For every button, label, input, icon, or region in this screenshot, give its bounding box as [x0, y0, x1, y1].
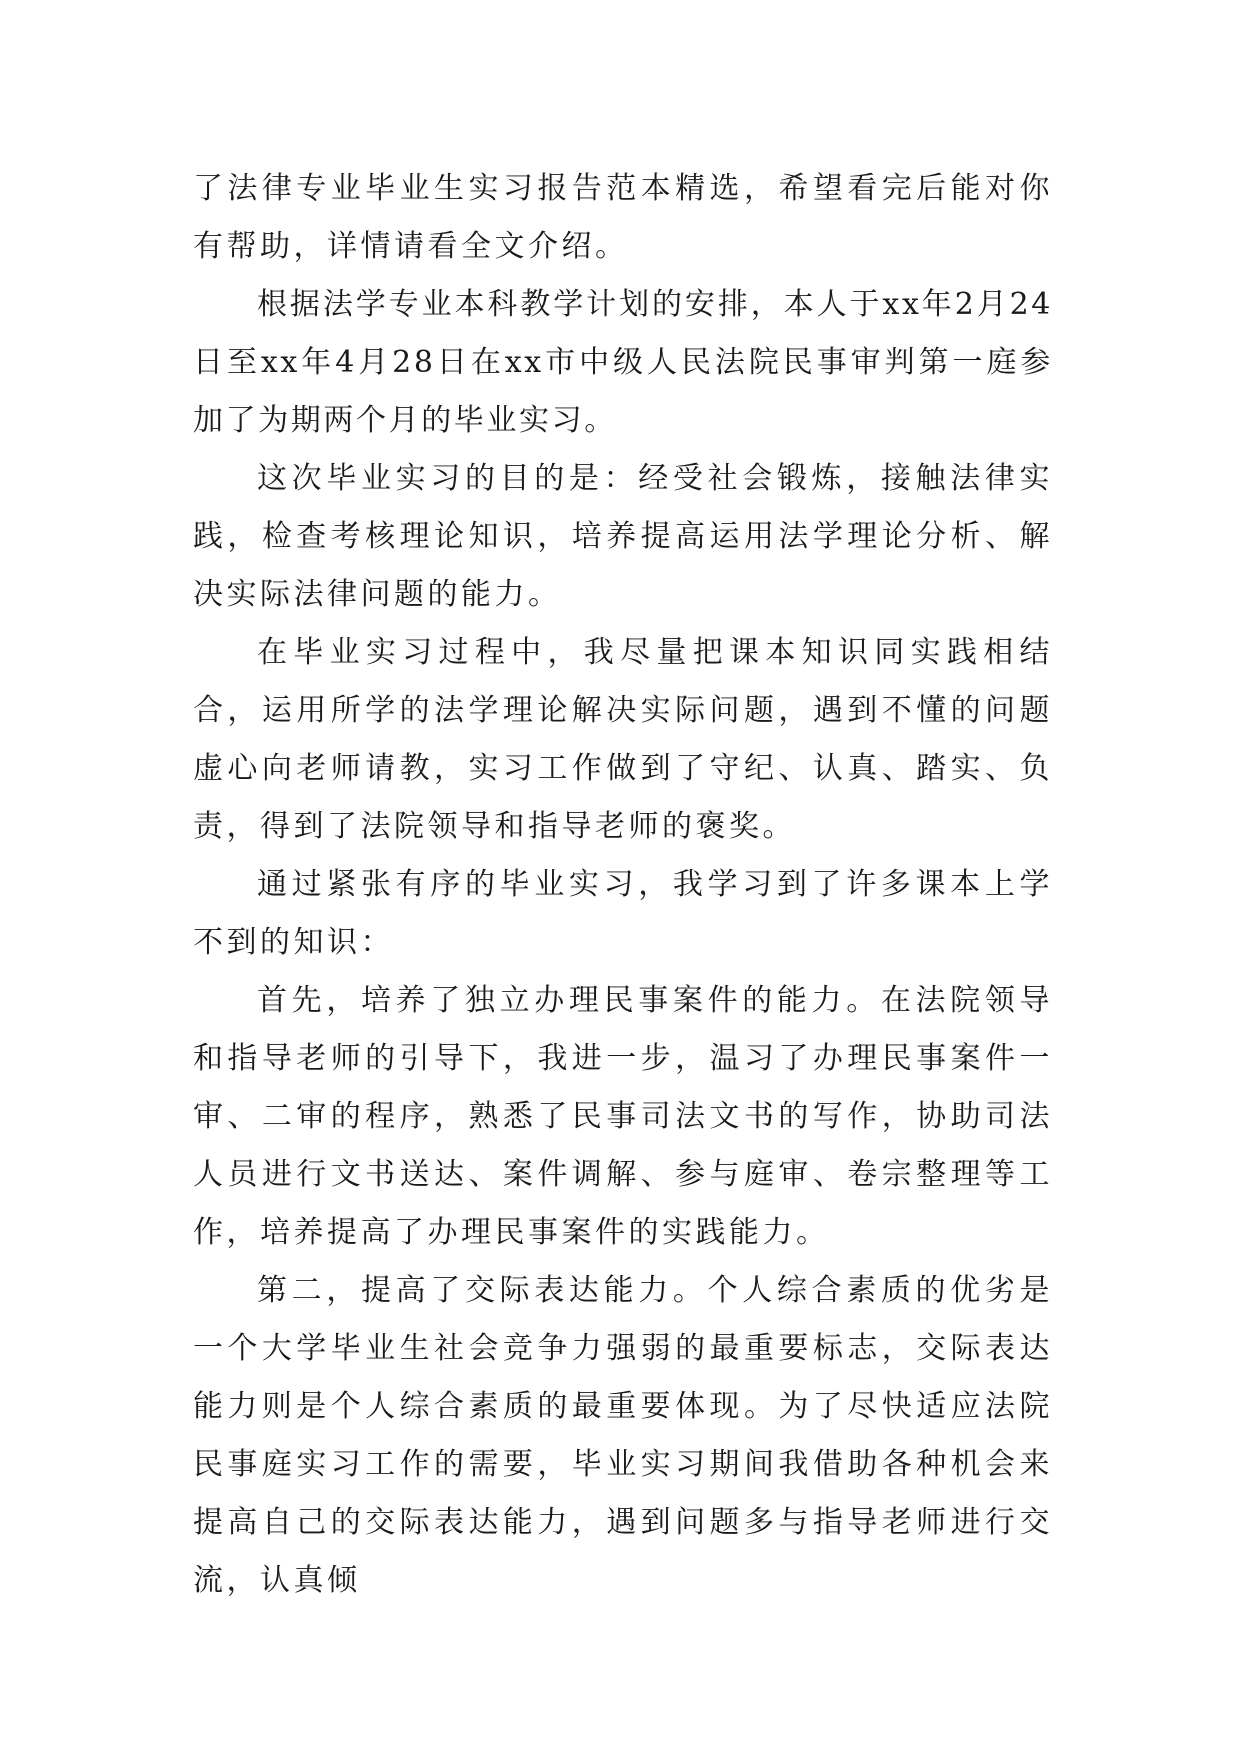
document-body	[193, 160, 1053, 1610]
paragraph-second-point: 第二，提高了交际表达能力。个人综合素质的优劣是一个大学毕业生社会竞争力强弱的最重要标志，交际表达能力则是个人综合素质的最重要体现。为了尽快适应法院民事庭实习工作的需要，毕业实习期间我借助各种机会来提高自己的交际表达能力，遇到问题多与指导老师进行交流，认真倾	[193, 1273, 1053, 1598]
paragraph-first-point: 首先，培养了独立办理民事案件的能力。在法院领导和指导老师的引导下，我进一步，温习了办理民事案件一审、二审的程序，熟悉了民事司法文书的写作，协助司法人员进行文书送达、案件调解、参与庭审、卷宗整理等工作，培养提高了办理民事案件的实践能力。	[193, 983, 1053, 1250]
paragraph-internship-schedule: 根据法学专业本科教学计划的安排，本人于xx年2月24日至xx年4月28日在xx市中级人民法院民事审判第一庭参加了为期两个月的毕业实习。	[193, 287, 1053, 438]
paragraph-internship-process: 在毕业实习过程中，我尽量把课本知识同实践相结合，运用所学的法学理论解决实际问题，遇到不懂的问题虚心向老师请教，实习工作做到了守纪、认真、踏实、负责，得到了法院领导和指导老师的褒奖。	[193, 635, 1053, 844]
paragraph-internship-purpose: 这次毕业实习的目的是：经受社会锻炼，接触法律实践，检查考核理论知识，培养提高运用法学理论分析、解决实际法律问题的能力。	[193, 461, 1053, 612]
paragraph-knowledge-gained: 通过紧张有序的毕业实习，我学习到了许多课本上学不到的知识：	[193, 867, 1053, 960]
paragraph-intro-continuation: 了法律专业毕业生实习报告范本精选，希望看完后能对你有帮助，详情请看全文介绍。	[193, 171, 1053, 264]
